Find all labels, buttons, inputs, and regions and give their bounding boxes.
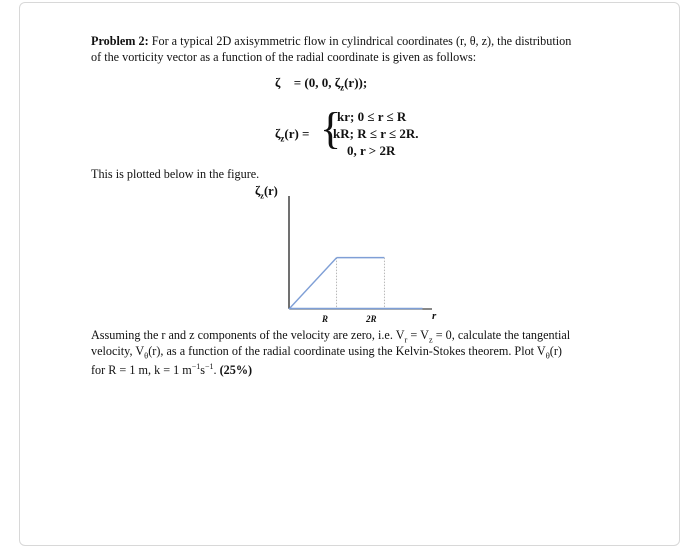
left-brace: {: [320, 104, 342, 153]
assume-2c: (r): [549, 344, 562, 358]
intro-text-1: For a typical 2D axisymmetric flow in cylindrical coordinates (r, θ, z), the distribution: [148, 34, 572, 48]
assume-3-sup1: −1: [191, 362, 201, 371]
problem-intro-line2: of the vorticity vector as a function of the radial coordinate is given as follows:: [91, 50, 477, 64]
case-1: kr; 0 ≤ r ≤ R: [337, 109, 407, 124]
chart-ylabel: $\zeta_z(r)$: [255, 184, 278, 201]
assume-1c: = 0, calculate the tangential: [432, 328, 571, 342]
lhs-tail: (r) =: [284, 126, 310, 141]
assume-2a: velocity, V: [91, 344, 145, 358]
vector-eq-head: ζ⃗ = (0, 0, ζ: [275, 75, 341, 90]
assume-2-sub2: θ: [545, 350, 550, 361]
assume-2b: (r), as a function of the radial coordinate using the Kelvin-Stokes theorem. Plot V: [148, 344, 546, 358]
assume-1-sub1: r: [404, 334, 408, 345]
plot-intro: This is plotted below in the figure.: [91, 167, 260, 181]
tick-label-2R: 2R: [366, 314, 377, 324]
assume-3b: s: [200, 363, 206, 378]
case-2: kR; R ≤ r ≤ 2R.: [333, 126, 419, 141]
vector-eq-tail: (r));: [344, 75, 368, 90]
x-axis-label: r: [432, 310, 437, 322]
vector-eq-sub: z: [340, 82, 345, 93]
assume-3-sup2: −1: [205, 362, 214, 371]
assume-1b: = V: [407, 328, 429, 342]
tick-label-R: R: [322, 314, 329, 324]
assume-1-sub2: z: [428, 334, 433, 345]
assume-3c: .: [213, 363, 220, 378]
case-3: 0, r > 2R: [347, 143, 396, 158]
assume-2-sub: θ: [144, 350, 149, 361]
curve-segment-rise: [289, 258, 337, 309]
lhs-zeta: ζ: [275, 126, 281, 141]
problem-heading: Problem 2:: [91, 34, 149, 48]
problem-weight: (25%): [219, 363, 253, 378]
assume-line3: [91, 359, 252, 378]
assume-1a: Assuming the r and z components of the velocity are zero, i.e. V: [91, 328, 405, 342]
assume-3a: for R = 1 m, k = 1 m: [91, 363, 192, 378]
lhs-sub: z: [280, 133, 285, 144]
